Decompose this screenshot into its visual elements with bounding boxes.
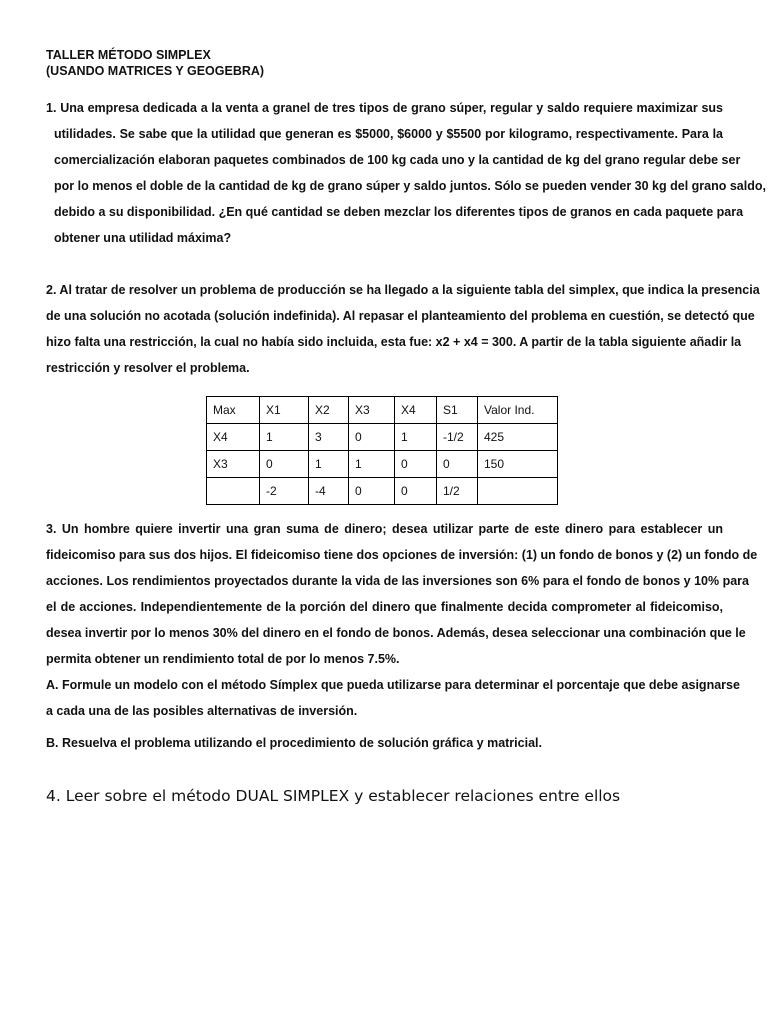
question-1-line: obtener una utilidad máxima? (54, 231, 232, 245)
question-3 (46, 516, 758, 724)
question-2-line: 2. Al tratar de resolver un problema de producción se ha llegado a la siguiente tabla del simplex, que indica la presencia (46, 283, 760, 297)
question-2 (46, 277, 760, 381)
question-1-line: comercialización elaboran paquetes combinados de 100 kg cada uno y la cantidad de kg del grano regular debe ser (54, 153, 741, 167)
table-cell: 0 (260, 451, 309, 478)
table-header-cell: X1 (260, 397, 309, 424)
table-header-row (207, 397, 558, 424)
table-cell: 0 (349, 478, 395, 505)
table-cell: 0 (349, 424, 395, 451)
table-header-cell: S1 (437, 397, 478, 424)
question-2-line: restricción y resolver el problema. (46, 361, 250, 375)
table-header-cell: Max (207, 397, 260, 424)
table-cell: 150 (478, 451, 558, 478)
table-header-cell: Valor Ind. (478, 397, 558, 424)
table-cell: 0 (395, 451, 437, 478)
table-cell: 0 (437, 451, 478, 478)
table-cell: -4 (309, 478, 349, 505)
table-cell: 1 (260, 424, 309, 451)
title-line-2: (USANDO MATRICES Y GEOGEBRA) (46, 64, 265, 78)
question-3-part-a: A. Formule un modelo con el método Símplex que pueda utilizarse para determinar el porcentaje que debe asignarse (46, 678, 740, 692)
question-1-line: por lo menos el doble de la cantidad de kg de grano súper y saldo juntos. Sólo se pueden vender 30 kg del grano saldo, (54, 179, 766, 193)
table-cell: 3 (309, 424, 349, 451)
title-line-1: TALLER MÉTODO SIMPLEX (46, 48, 211, 62)
table-cell: 1 (349, 451, 395, 478)
table-row (207, 478, 558, 505)
table-header-cell: X4 (395, 397, 437, 424)
table-cell: 1 (309, 451, 349, 478)
question-3-line: fideicomiso para sus dos hijos. El fideicomiso tiene dos opciones de inversión: (1) un fondo de bonos y (2) un fondo de (46, 548, 758, 562)
question-1-line: 1. Una empresa dedicada a la venta a granel de tres tipos de grano súper, regular y saldo requiere maximizar sus (46, 101, 723, 115)
table-header-cell: X2 (309, 397, 349, 424)
question-1-line: utilidades. Se sabe que la utilidad que generan es $5000, $6000 y $5500 por kilogramo, respectivamente. Para la (54, 127, 723, 141)
table-cell: 1 (395, 424, 437, 451)
question-3-line: desea invertir por lo menos 30% del dinero en el fondo de bonos. Además, desea seleccionar una combinación que le (46, 626, 746, 640)
question-2-line: de una solución no acotada (solución indefinida). Al repasar el planteamiento del problema en cuestión, se detectó que (46, 309, 755, 323)
question-4: 4. Leer sobre el método DUAL SIMPLEX y establecer relaciones entre ellos (46, 787, 621, 805)
question-3-line: acciones. Los rendimientos proyectados durante la vida de las inversiones son 6% para el fondo de bonos y 10% para (46, 574, 749, 588)
question-3-line: 3. Un hombre quiere invertir una gran suma de dinero; desea utilizar parte de este dinero para establecer un (46, 522, 723, 536)
simplex-table (206, 396, 558, 505)
table-cell: -1/2 (437, 424, 478, 451)
table-row (207, 451, 558, 478)
table-cell (207, 478, 260, 505)
question-3-line: el de acciones. Independientemente de la porción del dinero que finalmente decida comprometer al fideicomiso, (46, 600, 723, 614)
question-3-part-a: a cada una de las posibles alternativas de inversión. (46, 704, 358, 718)
question-3-part-b: B. Resuelva el problema utilizando el procedimiento de solución gráfica y matricial. (46, 736, 542, 750)
question-3-line: permita obtener un rendimiento total de por lo menos 7.5%. (46, 652, 400, 666)
table-cell: X4 (207, 424, 260, 451)
table-cell: 1/2 (437, 478, 478, 505)
table-header-cell: X3 (349, 397, 395, 424)
table-cell: 0 (395, 478, 437, 505)
question-2-line: hizo falta una restricción, la cual no había sido incluida, esta fue: x2 + x4 = 300. A partir de la tabla siguiente añadir la (46, 335, 742, 349)
document-title (46, 47, 264, 79)
question-1-line: debido a su disponibilidad. ¿En qué cantidad se deben mezclar los diferentes tipos de granos en cada paquete para (54, 205, 744, 219)
table-row (207, 424, 558, 451)
table-cell (478, 478, 558, 505)
table-cell: X3 (207, 451, 260, 478)
question-1 (46, 95, 766, 251)
table-cell: -2 (260, 478, 309, 505)
table-cell: 425 (478, 424, 558, 451)
